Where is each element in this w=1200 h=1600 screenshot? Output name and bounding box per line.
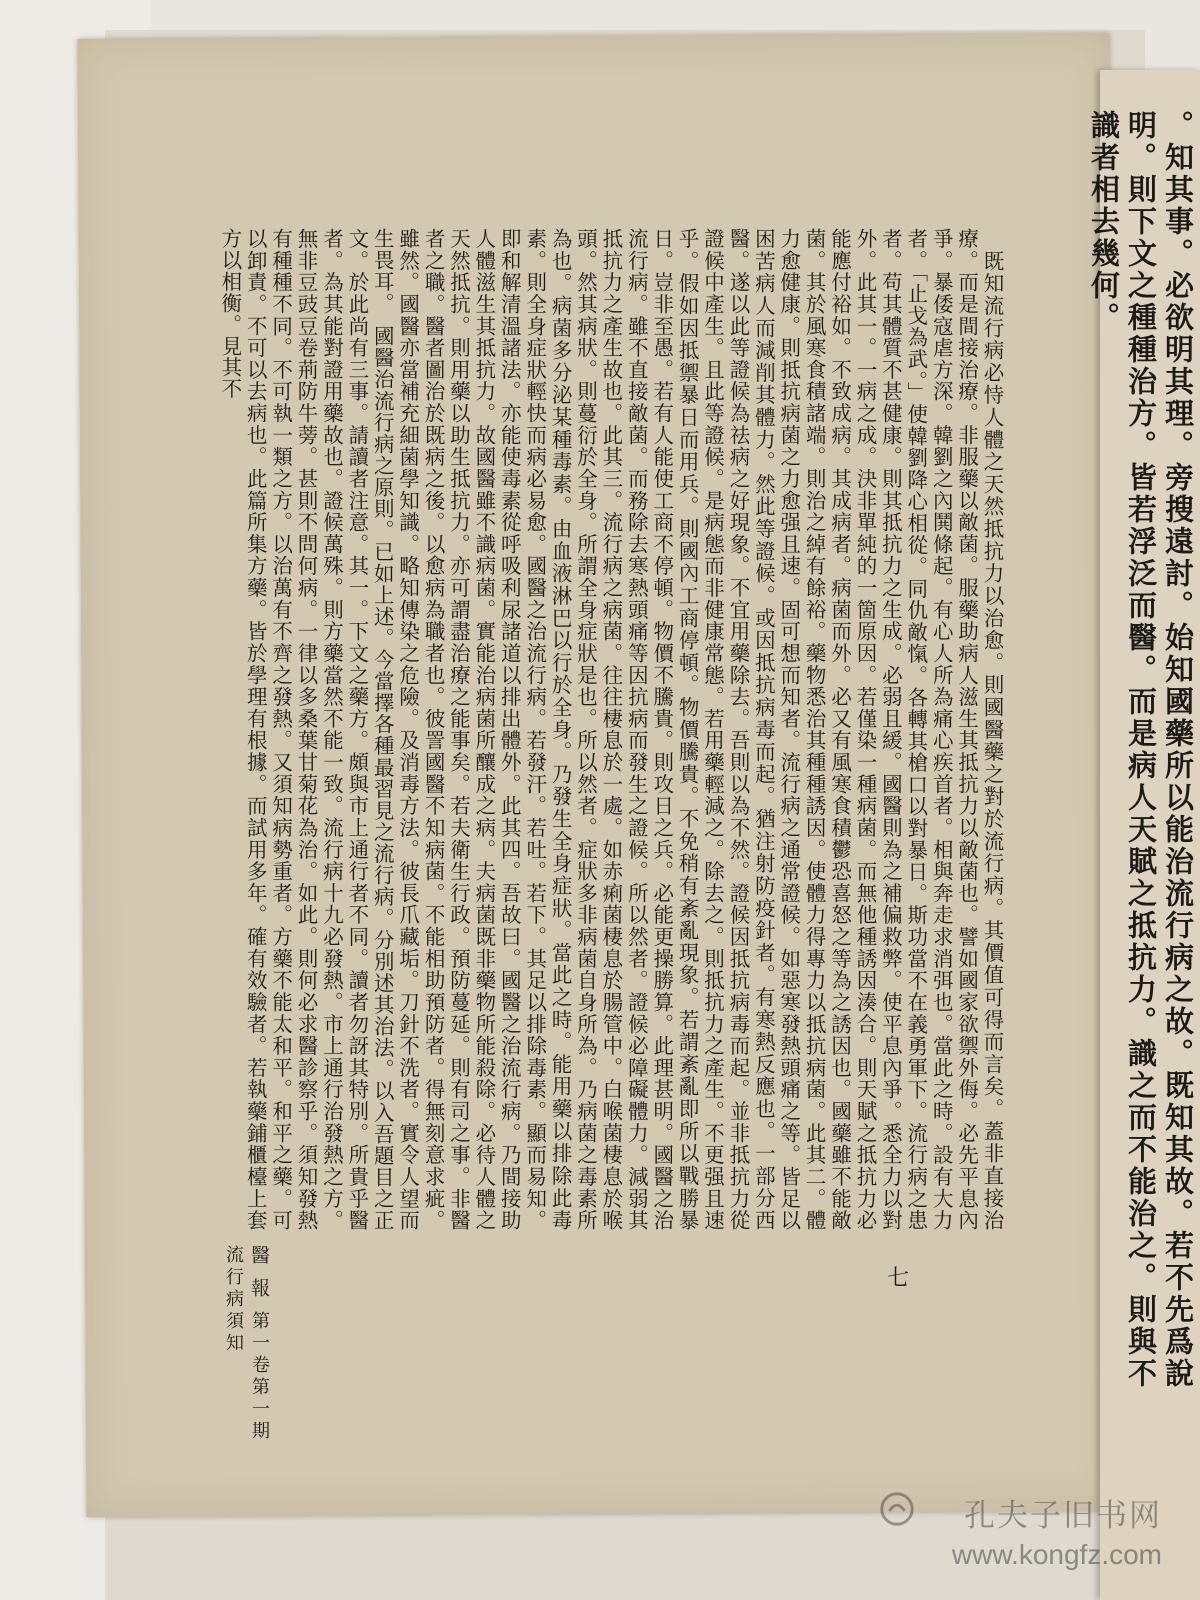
page-number: 七 bbox=[887, 1266, 910, 1291]
watermark-name: 孔夫子旧书网 bbox=[964, 1498, 1162, 1534]
right-page-text: 。知其事。必欲明其理。旁搜遠討。始知國藥所以能治流行病之故。既知其故。若不先爲說明。則下文之種種治方。皆若浮泛而醫。而是病人天賦之抵抗力。識之而不能治之。則與不識者相去幾何。 bbox=[1087, 110, 1195, 1390]
volume-label: 第一卷 bbox=[249, 1311, 270, 1377]
article-body-text: 既知流行病必恃人體之天然抵抗力以治愈。則國醫藥之對於流行病。其價值可得而言矣。蓋非直接治療。而是間接治療。非服藥以敵菌。服藥助病人滋生其抵抗力以敵菌也。譬如國家欲禦外侮。必先平息內爭。暴倭寇虐方深。韓劉之內鬨條起。有心人所為痛心疾首者。相與奔走求消弭也。當此之時。設有大力者。「止戈為武。」使韓劉降心相從。同仇敵愾。各轉其槍口以對暴日。斯功當不在義勇軍下。流行病之患者。苟其體質不甚健康。則其抵抗力之生成。必弱且緩。國醫則為之補偏救弊。使平息內爭。悉全力以對外。此其一。一病之成。決非單純的一箇原因。若僅染一種病菌。而無他種誘因湊合。則天賦之抵抗力必能應付裕如。不致成病。其成病者。病菌而外。必又有風寒食積鬱恐喜怒之等為之誘因也。國藥雖不能敵菌。其於風寒食積諸端。則治之綽有餘裕。藥物悉治其種種誘因。使體力得專力以抵抗病菌。此其二。體力愈健康。則抵抗病菌之力愈强且速。固可想而知者。流行病之通常證候。如惡寒發熱頭痛之等。皆足以困苦病人而減削其體力。然此等證候。或因抵抗病毒而起。猶注射防疫針者。有寒熱反應也。一部分西醫。遂以此等證候為祛病之好現象。不宜用藥除去。吾則以為不然。證候因抵抗病毒而起。並非抵抗力從證候中產生。且此等證候。是病態而非健康常態。若用藥輕減之。除去之。則抵抗力之產生。不更强且速乎。假如因抵禦暴日而用兵。則國內工商停頓。物價騰貴。不免稍有紊亂現象。若謂紊亂即所以戰勝暴日。豈非至愚。若有人能使工商不停頓。物價不騰貴。則攻日之兵。必能更操勝算。此理甚明。國醫之治流行病。雖不直接敵菌。而務除去寒熱頭痛等因抗病而發生之證候。所以然者。證候必障礙體力。減弱其抵抗力之產生故也。此其三。流行病之病菌。往往棲息於一處。如赤痢菌棲息於腸管中。白喉菌棲息於喉頭。然其病狀。則蔓衍於全身。所謂全身症狀是也。所以然者。症狀多非病菌自身所為。乃病菌之毒素所為也。病菌多分泌某種毒素。由血液淋巴以行於全身。乃發生全身症狀。當此之時。能用藥以排除此毒素。則全身症狀輕快而病必易愈。國醫之治流行病。若發汗。若吐。若下。其足以排除毒素。顯而易知。即和解清溫諸法。亦能使毒素從呼吸利尿諸道以排出體外。此其四。吾故曰。國醫之治流行病。乃間接助人體滋生其抵抗力。故國醫雖不識病菌。實能治病菌所釀成之病。夫病菌既非藥物所能殺除。必待人體之天然抵抗。則用藥以助生抵抗力。亦可謂盡治療之能事矣。若夫衛生行政。預防蔓延。則有司之事。非醫者之職。醫者圖治於既病之後。以愈病為職者也。彼詈國醫不知病菌。不能相助預防者。得無刻意求疵。雖然。國醫亦當補充細菌學知識。略知傳染之危險。及消毒方法。彼長爪藏垢。刀針不洗者。實令人望而生畏耳。 國醫治流行病之原則。已如上述。今當擇各種最習見之流行病。分別述其治法。以入吾題目之正文。於此尚有三事。請讀者注意。其一。下文之藥方。頗與市上通行者不同。讀者勿訝其特別。所貴乎醫者。為其能對證用藥故也。證候萬殊。則方藥當然不能一致。流行病十九必發熱。市上通行治發熱之方。無非豆豉豆卷荊防牛蒡。甚則不問何病。一律以多桑葉甘菊花為治。如此。則何必求醫診察乎。須知發熱有種種不同。不可執一類之方。以治萬有不齊之發熱。又須知病勢重者。方藥不能太和平。和平之藥。可以卸責。不可以去病也。此篇所集方藥。皆於學理有根據。而試用多年。確有效驗者。若執藥鋪櫃檯上套方以相衡。見其不 bbox=[217, 228, 1004, 1231]
section-title: 流行病須知 bbox=[223, 1245, 244, 1355]
watermark bbox=[872, 1490, 1162, 1574]
running-header bbox=[220, 1245, 272, 1455]
journal-title: 醫報 bbox=[248, 1245, 270, 1311]
issue-label: 第一期 bbox=[249, 1377, 270, 1443]
watermark-url: www.kongfz.com bbox=[951, 1539, 1162, 1570]
